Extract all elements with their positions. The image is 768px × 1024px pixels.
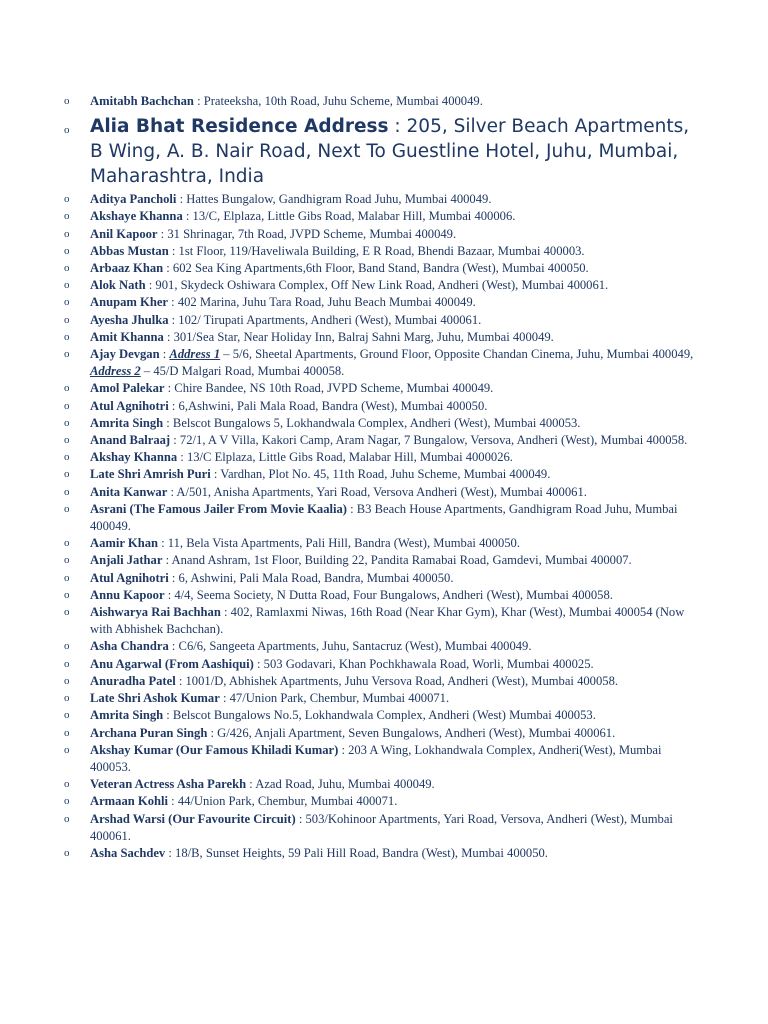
entry-name: Atul Agnihotri xyxy=(90,398,169,413)
entry-name: Anuradha Patel xyxy=(90,673,176,688)
list-item xyxy=(64,501,704,535)
entry-address: : 6, Ashwini, Pali Mala Road, Bandra, Mumbai 400050. xyxy=(168,570,454,585)
entry-name: Amitabh Bachchan xyxy=(90,94,194,108)
entry-address: : 31 Shrinagar, 7th Road, JVPD Scheme, Mumbai 400049. xyxy=(157,226,457,241)
list-item xyxy=(64,208,704,225)
entry-name: Atul Agnihotri xyxy=(90,570,169,585)
list-item xyxy=(64,552,704,569)
bullet-icon: o xyxy=(64,124,70,137)
list-item xyxy=(64,312,704,329)
list-item xyxy=(64,587,704,604)
entry-address: : G/426, Anjali Apartment, Seven Bungalows, Andheri (West), Mumbai 400061. xyxy=(207,725,616,740)
list-item xyxy=(64,725,704,742)
bullet-icon: o xyxy=(64,795,70,808)
entry-name: Akshay Khanna xyxy=(90,450,178,465)
entry-address: : 1001/D, Abhishek Apartments, Juhu Versova Road, Andheri (West), Mumbai 400058. xyxy=(175,673,619,688)
bullet-icon: o xyxy=(64,330,70,343)
entry-name: Aamir Khan xyxy=(90,536,158,551)
entry-address: : Chire Bandee, NS 10th Road, JVPD Scheme, Mumbai 400049. xyxy=(164,381,494,396)
entry-name: Amrita Singh xyxy=(90,415,164,430)
bullet-icon: o xyxy=(64,210,70,223)
list-item xyxy=(64,570,704,587)
bullet-icon: o xyxy=(64,554,70,567)
bullet-icon: o xyxy=(64,588,70,601)
entry-address: : 503/Kohinoor Apartments, Yari Road, Versova, Andheri (West), Mumbai 400061. xyxy=(90,811,673,843)
bullet-icon: o xyxy=(64,227,70,240)
list-item xyxy=(64,432,704,449)
bullet-icon: o xyxy=(64,95,70,107)
entry-address: : 1st Floor, 119/Haveliwala Building, E R Road, Bhendi Bazaar, Mumbai 400003. xyxy=(168,243,585,258)
entry-name: Asha Chandra xyxy=(90,639,169,654)
entry-address: : 13/C, Elplaza, Little Gibs Road, Malabar Hill, Mumbai 400006. xyxy=(182,209,516,224)
bullet-icon: o xyxy=(64,640,70,653)
list-item xyxy=(64,449,704,466)
entry-name: Armaan Kohli xyxy=(90,794,169,809)
entry-address: : C6/6, Sangeeta Apartments, Juhu, Santacruz (West), Mumbai 400049. xyxy=(168,639,532,654)
entry-name: Anu Agarwal (From Aashiqui) xyxy=(90,656,254,671)
entry-address: : 4/4, Seema Society, N Dutta Road, Four Bungalows, Andheri (West), Mumbai 400058. xyxy=(164,587,613,602)
bullet-icon: o xyxy=(64,709,70,722)
entry-address: : A/501, Anisha Apartments, Yari Road, Versova Andheri (West), Mumbai 400061. xyxy=(167,484,587,499)
entry-name: Late Shri Ashok Kumar xyxy=(90,691,220,706)
entry-name: Amit Khanna xyxy=(90,329,164,344)
list-item xyxy=(64,415,704,432)
entry-name: Annu Kapoor xyxy=(90,587,165,602)
entry-address: : 13/C Elplaza, Little Gibs Road, Malabar Hill, Mumbai 4000026. xyxy=(177,450,513,465)
list-item xyxy=(64,380,704,397)
entry-name: Arbaaz Khan xyxy=(90,261,164,276)
list-item xyxy=(64,811,704,845)
bullet-icon: o xyxy=(64,416,70,429)
list-item xyxy=(64,484,704,501)
bullet-icon: o xyxy=(64,244,70,257)
entry-name: Akshaye Khanna xyxy=(90,209,183,224)
entry-name: Alok Nath xyxy=(90,278,146,293)
bullet-icon: o xyxy=(64,399,70,412)
list-item xyxy=(64,260,704,277)
bullet-icon: o xyxy=(64,674,70,687)
list-item xyxy=(64,191,704,208)
entry-name: Aishwarya Rai Bachhan xyxy=(90,605,221,620)
entry-name: Arshad Warsi (Our Favourite Circuit) xyxy=(90,811,296,826)
entry-address: : 602 Sea King Apartments,6th Floor, Band Stand, Bandra (West), Mumbai 400050. xyxy=(163,261,589,276)
entry-name: Abbas Mustan xyxy=(90,243,169,258)
entry-address: : 47/Union Park, Chembur, Mumbai 400071. xyxy=(219,691,450,706)
entry-address: : Belscot Bungalows No.5, Lokhandwala Complex, Andheri (West) Mumbai 400053. xyxy=(163,708,596,723)
bullet-icon: o xyxy=(64,296,70,309)
bullet-icon: o xyxy=(64,692,70,705)
entry-address: : 44/Union Park, Chembur, Mumbai 400071. xyxy=(168,794,398,809)
entry-address: : Prateeksha, 10th Road, Juhu Scheme, Mumbai 400049. xyxy=(193,94,483,108)
list-item xyxy=(64,294,704,311)
entry-address: : 503 Godavari, Khan Pochkhawala Road, Worli, Mumbai 400025. xyxy=(253,656,594,671)
list-item xyxy=(64,226,704,243)
entry-name: Archana Puran Singh xyxy=(90,725,208,740)
list-item xyxy=(64,776,704,793)
bullet-icon: o xyxy=(64,846,70,859)
entry-address: : 402, Ramlaxmi Niwas, 16th Road (Near Khar Gym), Khar (West), Mumbai 400054 (Now with Abhishek Bachchan). xyxy=(90,605,685,637)
entry-address: : Vardhan, Plot No. 45, 11th Road, Juhu Scheme, Mumbai 400049. xyxy=(210,467,551,482)
entry-name: Asha Sachdev xyxy=(90,845,166,860)
bullet-icon: o xyxy=(64,279,70,292)
list-item xyxy=(64,845,704,862)
bullet-icon: o xyxy=(64,451,70,464)
entry-address: – 5/6, Sheetal Apartments, Ground Floor, Opposite Chandan Cinema, Juhu, Mumbai 400049, xyxy=(220,347,694,362)
bullet-icon: o xyxy=(64,313,70,326)
entry-address: : Azad Road, Juhu, Mumbai 400049. xyxy=(246,777,435,792)
entry-address: : 402 Marina, Juhu Tara Road, Juhu Beach Mumbai 400049. xyxy=(168,295,476,310)
entry-address: : 6,Ashwini, Pali Mala Road, Bandra (West), Mumbai 400050. xyxy=(168,398,488,413)
entry-name: Anand Balraaj xyxy=(90,433,171,448)
entry-address: : Anand Ashram, 1st Floor, Building 22, Pandita Ramabai Road, Gamdevi, Mumbai 400007. xyxy=(162,553,632,568)
list-item xyxy=(64,535,704,552)
list-item xyxy=(64,656,704,673)
entry-address: : Hattes Bungalow, Gandhigram Road Juhu, Mumbai 400049. xyxy=(176,192,492,207)
list-item xyxy=(64,604,704,638)
address-link[interactable]: Address 2 xyxy=(90,364,141,379)
address-link[interactable]: Address 1 xyxy=(169,347,221,362)
entry-name: Anjali Jathar xyxy=(90,553,163,568)
bullet-icon: o xyxy=(64,657,70,670)
bullet-icon: o xyxy=(64,726,70,739)
list-item xyxy=(64,638,704,655)
bullet-icon: o xyxy=(64,468,70,481)
entry-name: Ayesha Jhulka xyxy=(90,312,169,327)
bullet-icon: o xyxy=(64,502,70,515)
entry-address: : 203 A Wing, Lokhandwala Complex, Andheri(West), Mumbai 400053. xyxy=(90,742,662,774)
entry-name: Anupam Kher xyxy=(90,295,169,310)
list-item xyxy=(64,329,704,346)
entry-name: Anita Kanwar xyxy=(90,484,168,499)
list-item xyxy=(64,707,704,724)
bullet-icon: o xyxy=(64,485,70,498)
bullet-icon: o xyxy=(64,382,70,395)
entry-address: : 301/Sea Star, Near Holiday Inn, Balraj Sahni Marg, Juhu, Mumbai 400049. xyxy=(163,329,554,344)
bullet-icon: o xyxy=(64,606,70,619)
list-item xyxy=(64,346,704,380)
list-item xyxy=(64,114,704,189)
list-item xyxy=(64,466,704,483)
bullet-icon: o xyxy=(64,812,70,825)
list-item xyxy=(64,793,704,810)
entry-name: Akshay Kumar (Our Famous Khiladi Kumar) xyxy=(90,742,339,757)
list-item xyxy=(64,690,704,707)
entry-name: Late Shri Amrish Puri xyxy=(90,467,211,482)
entry-name: Amol Palekar xyxy=(90,381,165,396)
entry-name: Asrani (The Famous Jailer From Movie Kaalia) xyxy=(90,501,347,516)
bullet-icon: o xyxy=(64,537,70,550)
entry-address: : 102/ Tirupati Apartments, Andheri (West), Mumbai 400061. xyxy=(168,312,482,327)
list-item xyxy=(64,243,704,260)
entry-address: – 45/D Malgari Road, Mumbai 400058. xyxy=(140,364,345,379)
bullet-icon: o xyxy=(64,262,70,275)
bullet-icon: o xyxy=(64,571,70,584)
entry-address: : 72/1, A V Villa, Kakori Camp, Aram Nagar, 7 Bungalow, Versova, Andheri (West), Mumbai 400058. xyxy=(170,433,688,448)
bullet-icon: o xyxy=(64,193,70,206)
list-item xyxy=(64,398,704,415)
entry-address: : 11, Bela Vista Apartments, Pali Hill, Bandra (West), Mumbai 400050. xyxy=(158,536,521,551)
entry-name: Alia Bhat Residence Address xyxy=(90,116,389,138)
entry-name: Ajay Devgan xyxy=(90,347,160,362)
entry-address: : B3 Beach House Apartments, Gandhigram Road Juhu, Mumbai 400049. xyxy=(90,501,678,534)
entry-name: Aditya Pancholi xyxy=(90,192,177,207)
bullet-icon: o xyxy=(64,434,70,447)
entry-name: Anil Kapoor xyxy=(90,226,158,241)
entry-address: : 205, Silver Beach Apartments, B Wing, A. B. Nair Road, Next To Guestline Hotel, Juhu, Mumbai, Maharashtra, India xyxy=(90,116,690,188)
list-item xyxy=(64,277,704,294)
bullet-icon: o xyxy=(64,778,70,791)
list-item xyxy=(64,93,704,110)
list-item xyxy=(64,673,704,690)
entry-address: : 901, Skydeck Oshiwara Complex, Off New Link Road, Andheri (West), Mumbai 400061. xyxy=(145,278,609,293)
entry-address: : Belscot Bungalows 5, Lokhandwala Complex, Andheri (West), Mumbai 400053. xyxy=(163,415,581,430)
entry-name: Amrita Singh xyxy=(90,708,164,723)
bullet-icon: o xyxy=(64,348,70,361)
address-list xyxy=(64,93,704,862)
entry-address: : xyxy=(159,347,170,362)
entry-name: Veteran Actress Asha Parekh xyxy=(90,777,247,792)
entry-address: : 18/B, Sunset Heights, 59 Pali Hill Road, Bandra (West), Mumbai 400050. xyxy=(165,845,548,860)
bullet-icon: o xyxy=(64,743,70,756)
list-item xyxy=(64,742,704,776)
